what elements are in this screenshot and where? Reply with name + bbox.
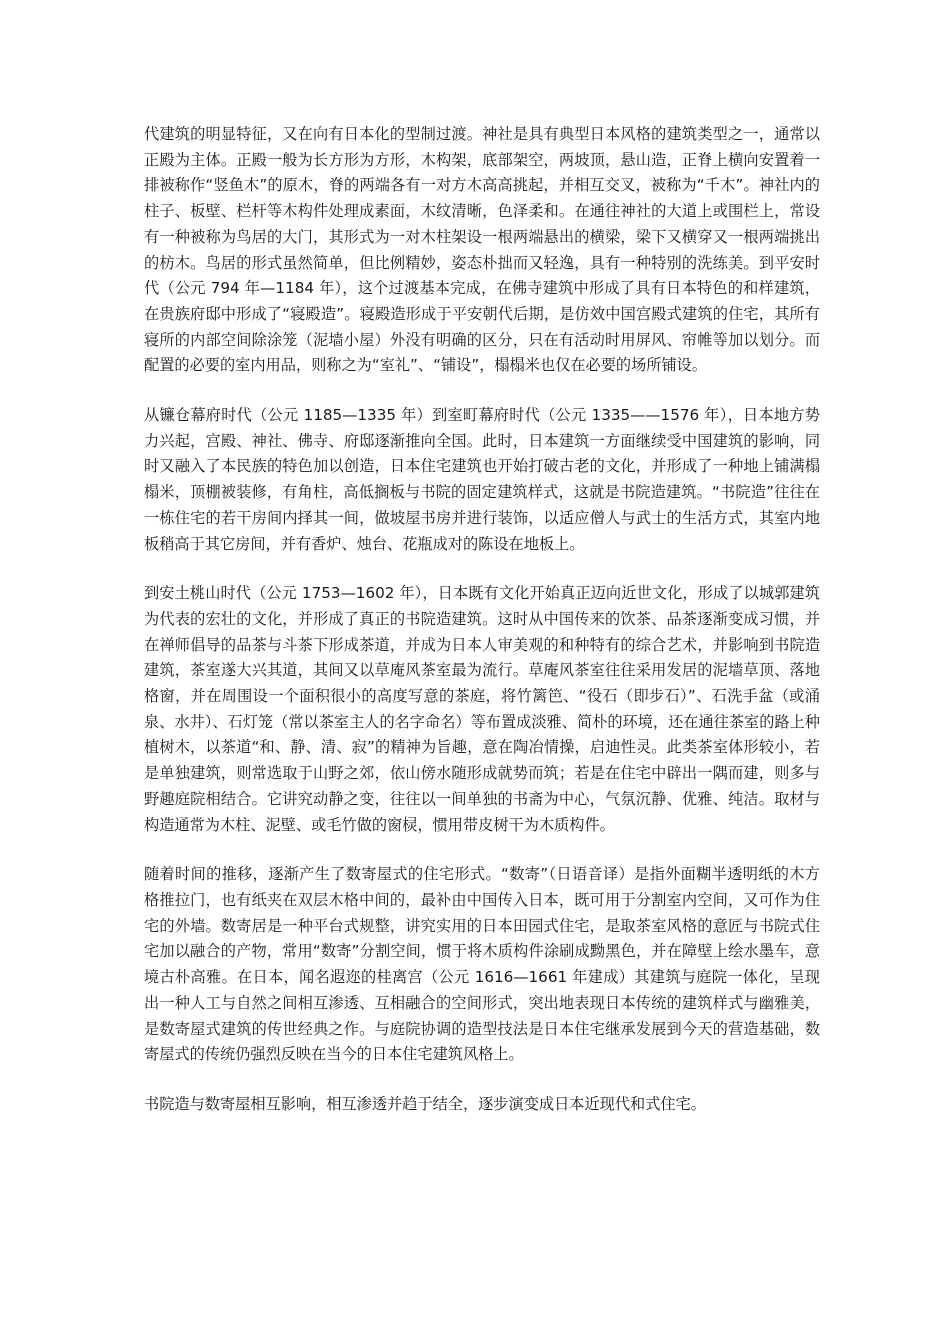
paragraph-shinto-architecture: 代建筑的明显特征，又在向有日本化的型制过渡。神社是具有典型日本风格的建筑类型之一，通常以正殿为主体。正殿一般为长方形为方形，木构架，底部架空，两坡顶，悬山造，正脊上横向安置着一排被称作“竖鱼木”的原木，脊的两端各有一对方木高高挑起，并相互交叉，被称为“千木”。神社内的柱子、板壁、栏杆等木构件处理成素面，木纹清晰，色泽柔和。在通往神社的大道上或围栏上，常设有一种被称为鸟居的大门，其形式为一对木柱架设一根两端悬出的横梁，梁下又横穿又一根两端挑出的枋木。鸟居的形式虽然简单，但比例精妙，姿态朴拙而又轻逸，具有一种特别的洗练美。到平安时代（公元 794 年—1184 年），这个过渡基本完成，在佛寺建筑中形成了具有日本特色的和样建筑，在贵族府邸中形成了“寝殿造”。寝殿造形成于平安朝代后期，是仿效中国宫殿式建筑的住宅，其所有寝所的内部空间除涂笼（泥墙小屋）外没有明确的区分，只在有活动时用屏风、帘帷等加以划分。而配置的必要的室内用品，则称之为“室礼”、“铺设”，榻榻米也仅在必要的场所铺设。 xyxy=(144,125,820,375)
paragraph-sukiya: 随着时间的推移，逐渐产生了数寄屋式的住宅形式。“数寄”（日语音译）是指外面糊半透明纸的木方格推拉门，也有纸夹在双层木格中间的，最补由中国传入日本，既可用于分割室内空间，又可作为住宅的外墙。数寄居是一种平台式规整，讲究实用的日本田园式住宅，是取茶室风格的意匠与书院式住宅加以融合的产物，常用“数寄”分割空间，惯于将木质构件涂刷成黝黑色，并在障壁上绘水墨车，意境古朴高雅。在日本，闻名遐迩的桂离宫（公元 1616—1661 年建成）其建筑与庭院一体化，呈现出一种人工与自然之间相互渗透、互相融合的空间形式，突出地表现日本传统的建筑样式与幽雅美，是数寄屋式建筑的传世经典之作。与庭院协调的造型技法是日本住宅继承发展到今天的营造基础，数寄屋式的传统仍强烈反映在当今的日本住宅建筑风格上。 xyxy=(144,865,820,1064)
paragraph-shoin-zukuri: 从镰仓幕府时代（公元 1185—1335 年）到室町幕府时代（公元 1335——1576 年），日本地方势力兴起，宫殿、神社、佛寺、府邸逐渐推向全国。此时，日本建筑一方面继续受中国建筑的影响，同时又融入了本民族的特色加以创造，日本住宅建筑也开始打破古老的文化，并形成了一种地上铺满榻榻米，顶棚被装修，有角柱，高低搁板与书院的固定建筑样式，这就是书院造建筑。“书院造”往往在一栋住宅的若干房间内择其一间，做坡屋书房并进行装饰，以适应僧人与武士的生活方式，其室内地板稍高于其它房间，并有香炉、烛台、花瓶成对的陈设在地板上。 xyxy=(144,406,820,553)
paragraph-tea-house: 到安土桃山时代（公元 1753—1602 年），日本既有文化开始真正迈向近世文化，形成了以城郭建筑为代表的宏壮的文化，并形成了真正的书院造建筑。这时从中国传来的饮茶、品茶逐渐变成习惯，并在禅师倡导的品茶与斗茶下形成茶道，并成为日本人审美观的和种特有的综合艺术，并影响到书院造建筑，茶室遂大兴其道，其间又以草庵风茶室最为流行。草庵风茶室往往采用发居的泥墙草顶、落地格窗，并在周围设一个面积很小的高度写意的茶庭，将竹篱笆、“役石（即步石）”、石洗手盆（或涌泉、水井）、石灯笼（常以茶室主人的名字命名）等布置成淡雅、简朴的环境，还在通往茶室的路上种植树木，以茶道“和、静、清、寂”的精神为旨趣，意在陶冶情操，启迪性灵。此类茶室体形较小，若是单独建筑，则常选取于山野之郊，依山傍水随形成就势而筑；若是在住宅中辟出一隅而建，则多与野趣庭院相结合。它讲究动静之变，往往以一间单独的书斋为中心，气氛沉静、优雅、纯洁。取材与构造通常为木柱、泥壁、或毛竹做的窗棂，惯用带皮树干为木质构件。 xyxy=(144,584,820,834)
paragraph-conclusion: 书院造与数寄屋相互影响，相互渗透并趋于结全，逐步演变成日本近现代和式住宅。 xyxy=(144,1094,706,1113)
document-body xyxy=(144,122,820,1142)
